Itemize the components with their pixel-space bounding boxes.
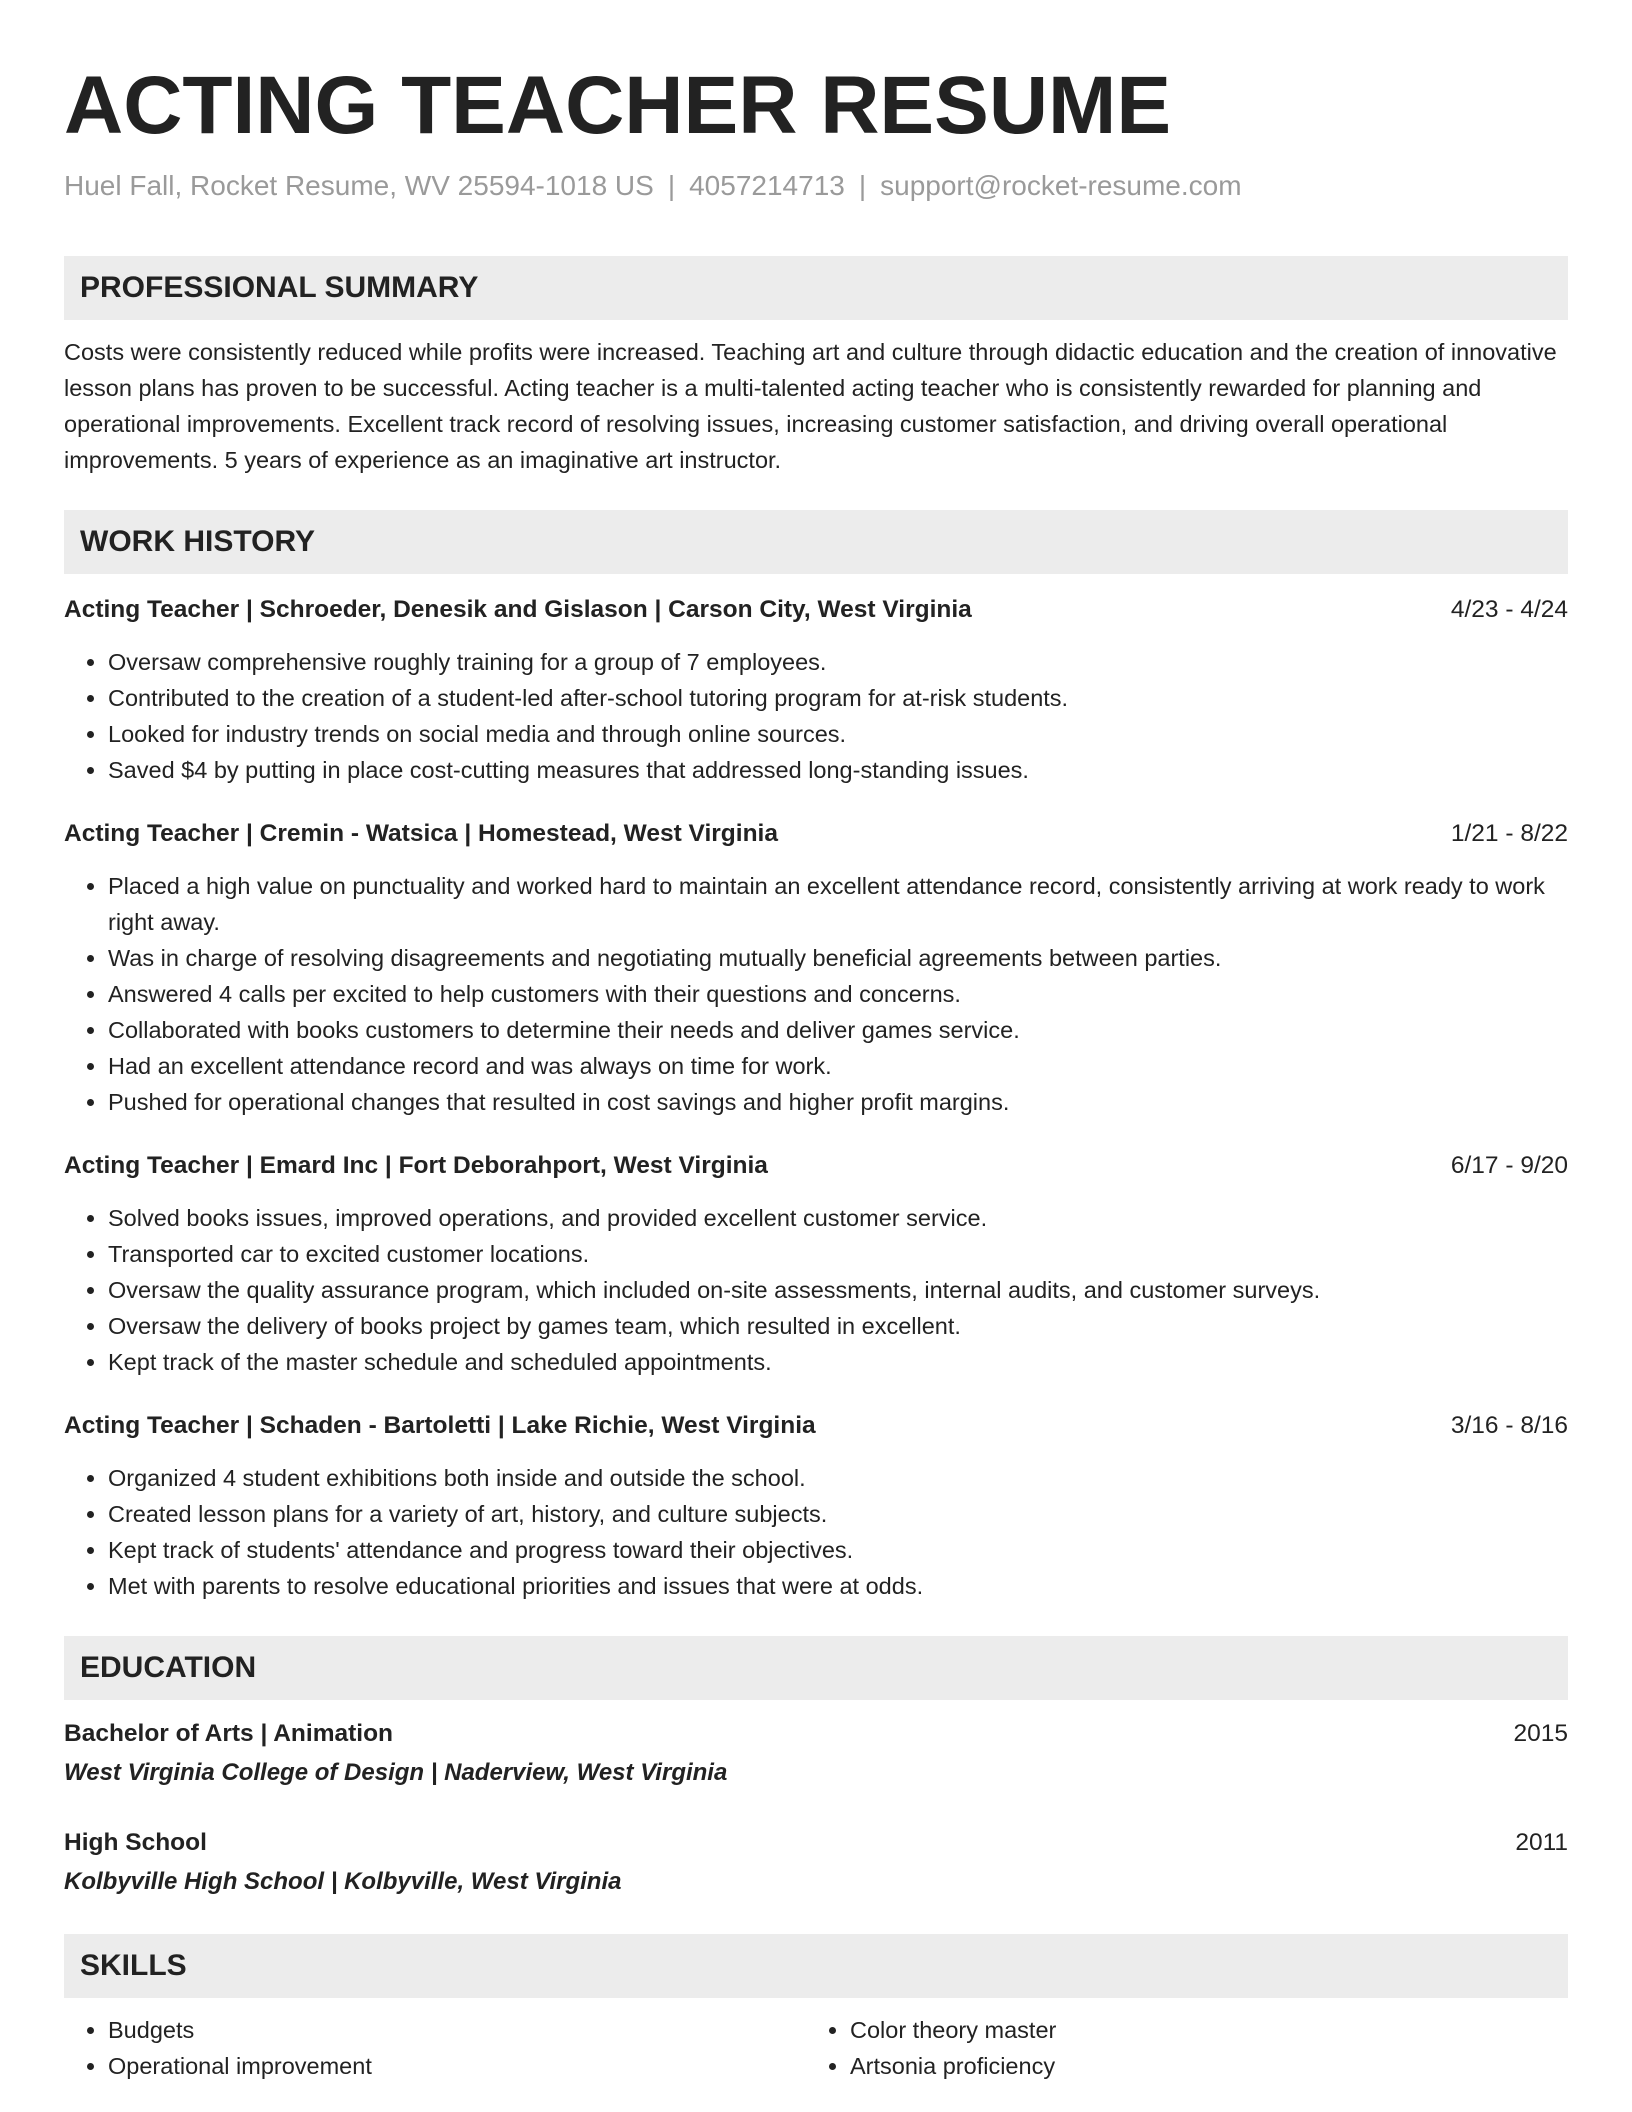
job-bullets	[64, 644, 1568, 788]
section-header-summary: PROFESSIONAL SUMMARY	[64, 256, 1568, 320]
job-header	[64, 1408, 1568, 1444]
job-entry	[64, 592, 1568, 788]
job-dates: 3/16 - 8/16	[1450, 1412, 1568, 1439]
summary-text: Costs were consistently reduced while profits were increased. Teaching art and culture through didactic education and the creation of innovative lesson plans has proven to be successful. Acting teacher is a multi-talented acting teacher who is consistently rewarded for planning and operational improvements. Excellent track record of resolving issues, increasing customer satisfaction, and driving overall operational improvements. 5 years of experience as an imaginative art instructor.	[64, 339, 1557, 473]
job-bullet: • Oversaw the quality assurance program, which included on-site assessments, internal audits, and customer surveys.	[108, 1272, 1568, 1308]
education-degree: Bachelor of Arts | Animation	[64, 1720, 394, 1747]
job-bullets	[64, 1200, 1568, 1380]
education-header	[64, 1716, 1568, 1752]
job-bullet: • Kept track of students' attendance and progress toward their objectives.	[108, 1532, 1568, 1568]
section-header-skills: SKILLS	[64, 1934, 1568, 1998]
contact-line	[64, 168, 1568, 204]
job-bullet: • Had an excellent attendance record and was always on time for work.	[108, 1048, 1568, 1084]
job-bullet: • Transported car to excited customer locations.	[108, 1236, 1568, 1272]
education-school: West Virginia College of Design | Naderview, West Virginia	[64, 1759, 728, 1786]
skill-item: • Artsonia proficiency	[850, 2048, 1548, 2084]
job-dates: 1/21 - 8/22	[1450, 820, 1568, 847]
job-title: Acting Teacher | Cremin - Watsica | Homestead, West Virginia	[64, 820, 778, 847]
job-bullet: • Was in charge of resolving disagreements and negotiating mutually beneficial agreements between parties.	[108, 940, 1568, 976]
job-bullets	[64, 1460, 1568, 1604]
job-title: Acting Teacher | Schaden - Bartoletti | Lake Richie, West Virginia	[64, 1412, 816, 1439]
job-header	[64, 592, 1568, 628]
job-bullet: • Kept track of the master schedule and scheduled appointments.	[108, 1344, 1568, 1380]
job-entry	[64, 1148, 1568, 1380]
job-bullet: • Pushed for operational changes that resulted in cost savings and higher profit margins.	[108, 1084, 1568, 1120]
job-bullet: • Collaborated with books customers to determine their needs and deliver games service.	[108, 1012, 1568, 1048]
education-header	[64, 1825, 1568, 1861]
job-bullet: • Oversaw the delivery of books project by games team, which resulted in excellent.	[108, 1308, 1568, 1344]
education-entry	[64, 1825, 1568, 1900]
skill-item: • Budgets	[108, 2012, 806, 2048]
job-title: Acting Teacher | Emard Inc | Fort Deborahport, West Virginia	[64, 1152, 768, 1179]
education-school: Kolbyville High School | Kolbyville, West Virginia	[64, 1868, 622, 1895]
job-bullet: • Placed a high value on punctuality and worked hard to maintain an excellent attendance record, consistently arriving at work ready to work right away.	[108, 868, 1568, 940]
section-header-education: EDUCATION	[64, 1636, 1568, 1700]
job-entry	[64, 816, 1568, 1120]
job-bullet: • Oversaw comprehensive roughly training for a group of 7 employees.	[108, 644, 1568, 680]
job-bullet: • Organized 4 student exhibitions both inside and outside the school.	[108, 1460, 1568, 1496]
job-bullet: • Looked for industry trends on social media and through online sources.	[108, 716, 1568, 752]
resume-title: ACTING TEACHER RESUME	[64, 60, 1172, 151]
job-title: Acting Teacher | Schroeder, Denesik and Gislason | Carson City, West Virginia	[64, 596, 972, 623]
contact-address: Huel Fall, Rocket Resume, WV 25594-1018 US	[64, 170, 654, 201]
job-header	[64, 816, 1568, 852]
contact-separator: |	[858, 170, 867, 201]
job-header	[64, 1148, 1568, 1184]
skill-item: • Color theory master	[850, 2012, 1548, 2048]
skills-grid	[64, 2012, 1568, 2084]
job-bullet: • Solved books issues, improved operations, and provided excellent customer service.	[108, 1200, 1568, 1236]
education-entry	[64, 1716, 1568, 1791]
skills-column-left	[64, 2012, 806, 2084]
job-dates: 6/17 - 9/20	[1450, 1152, 1568, 1179]
skills-column-right	[806, 2012, 1548, 2084]
job-dates: 4/23 - 4/24	[1450, 596, 1568, 623]
education-degree: High School	[64, 1829, 207, 1856]
job-bullet: • Contributed to the creation of a student-led after-school tutoring program for at-risk students.	[108, 680, 1568, 716]
job-bullet: • Saved $4 by putting in place cost-cutting measures that addressed long-standing issues.	[108, 752, 1568, 788]
job-entry	[64, 1408, 1568, 1604]
resume-page	[64, 0, 1568, 2084]
education-year: 2015	[1513, 1720, 1568, 1747]
section-header-work-history: WORK HISTORY	[64, 510, 1568, 574]
job-bullet: • Created lesson plans for a variety of art, history, and culture subjects.	[108, 1496, 1568, 1532]
skill-item: • Operational improvement	[108, 2048, 806, 2084]
contact-phone: 4057214713	[689, 170, 845, 201]
education-year: 2011	[1515, 1829, 1568, 1856]
job-bullet: • Answered 4 calls per excited to help customers with their questions and concerns.	[108, 976, 1568, 1012]
contact-email: support@rocket-resume.com	[880, 170, 1242, 201]
job-bullet: • Met with parents to resolve educational priorities and issues that were at odds.	[108, 1568, 1568, 1604]
contact-separator: |	[667, 170, 676, 201]
job-bullets	[64, 868, 1568, 1120]
